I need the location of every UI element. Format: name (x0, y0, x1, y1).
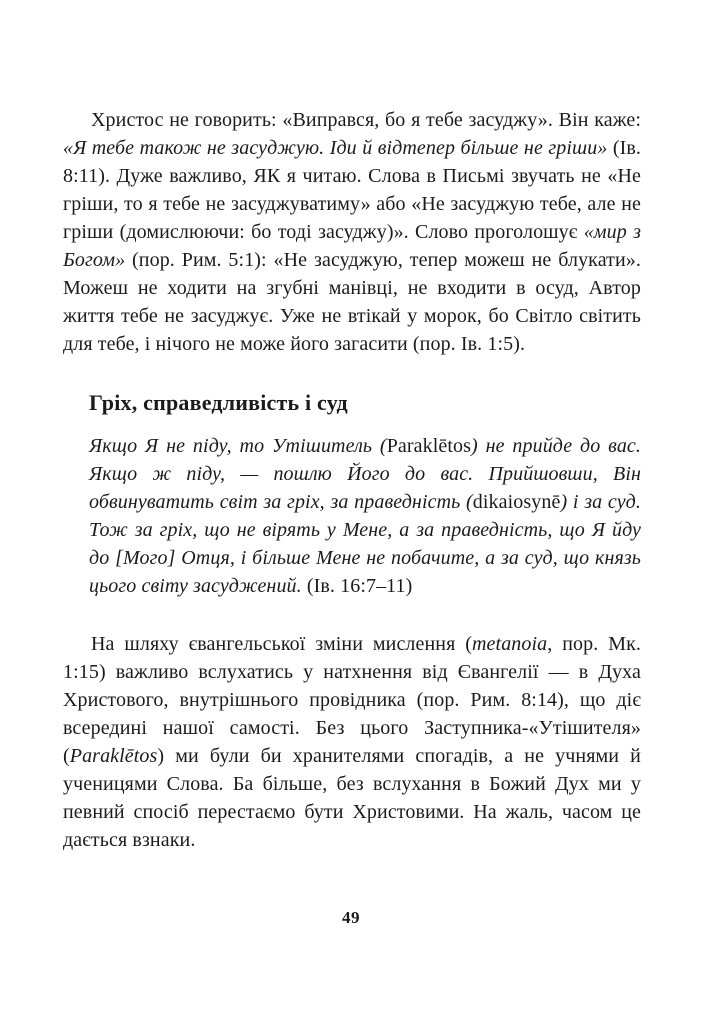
text-run: (Ів. 8:11). Дуже важливо, ЯК я читаю. Слова в Письмі звучать не «Не гріши, то я тебе не засуджуватиму» або «Не засуджую тебе, але не гріши (домислюючи: бо тоді засуджу)». Слово проголошує (63, 137, 641, 243)
text-run: «Я тебе також не засуджую. Іди й відтепер більше не гріши» (63, 137, 608, 159)
page-number: 49 (342, 908, 360, 927)
text-run: Paraklētos (69, 745, 158, 767)
text-run: (пор. Рим. 5:1): «Не засуджую, тепер можеш не блукати». Можеш не ходити на згубні манівці, не входити в осуд, Автор життя тебе не засуджує. Уже не втікай у морок, бо Світло світить для тебе, і нічого не може його загасити (пор. Ів. 1:5). (63, 249, 641, 355)
text-run: , пор. Мк. 1:15) важливо вслухатись у натхнення від Євангелії — в Духа Христового, внутрішнього провідника (пор. Рим. 8:14), що діє всередині нашої самості. Без цього Заступника-«Утішителя» ( (63, 633, 641, 767)
text-run: dikaiosynē (472, 491, 561, 513)
text-run: Христос не говорить: «Виправся, бо я тебе засуджу». Він каже: (91, 109, 641, 131)
text-run: Paraklētos (386, 435, 471, 457)
text-run: На шляху євангельської зміни мислення ( (91, 633, 473, 655)
text-run: ) і за суд. Тож за гріх, що не вірять у Мене, а за праведність, що Я йду до [Мого] Отця, і більше Мене не побачите, а за суд, що князь цього світу засуджений. (89, 491, 641, 597)
text-run: Якщо Я не піду, то Утішитель ( (89, 435, 387, 457)
text-run: (Ів. 16:7–11) (306, 575, 413, 597)
page-footer (0, 908, 702, 928)
paragraph-commentary (63, 630, 641, 854)
scripture-quote (89, 432, 641, 600)
text-run: ) не прийде до вас. Якщо ж піду, — пошлю Його до вас. Прийшовши, Він обвинуватить світ за гріх, за праведність ( (89, 435, 641, 513)
text-run: metanoia (472, 633, 548, 655)
paragraph-intro (63, 106, 641, 358)
text-run: ) ми були би хранителями спогадів, а не учнями й ученицями Слова. Ба більше, без вслухання в Божий Дух ми у певний спосіб перестаємо бути Христовими. На жаль, часом це дається взнаки. (63, 745, 641, 851)
section-heading: Гріх, справедливість і суд (89, 390, 348, 415)
text-run: «мир з Богом» (63, 221, 641, 271)
